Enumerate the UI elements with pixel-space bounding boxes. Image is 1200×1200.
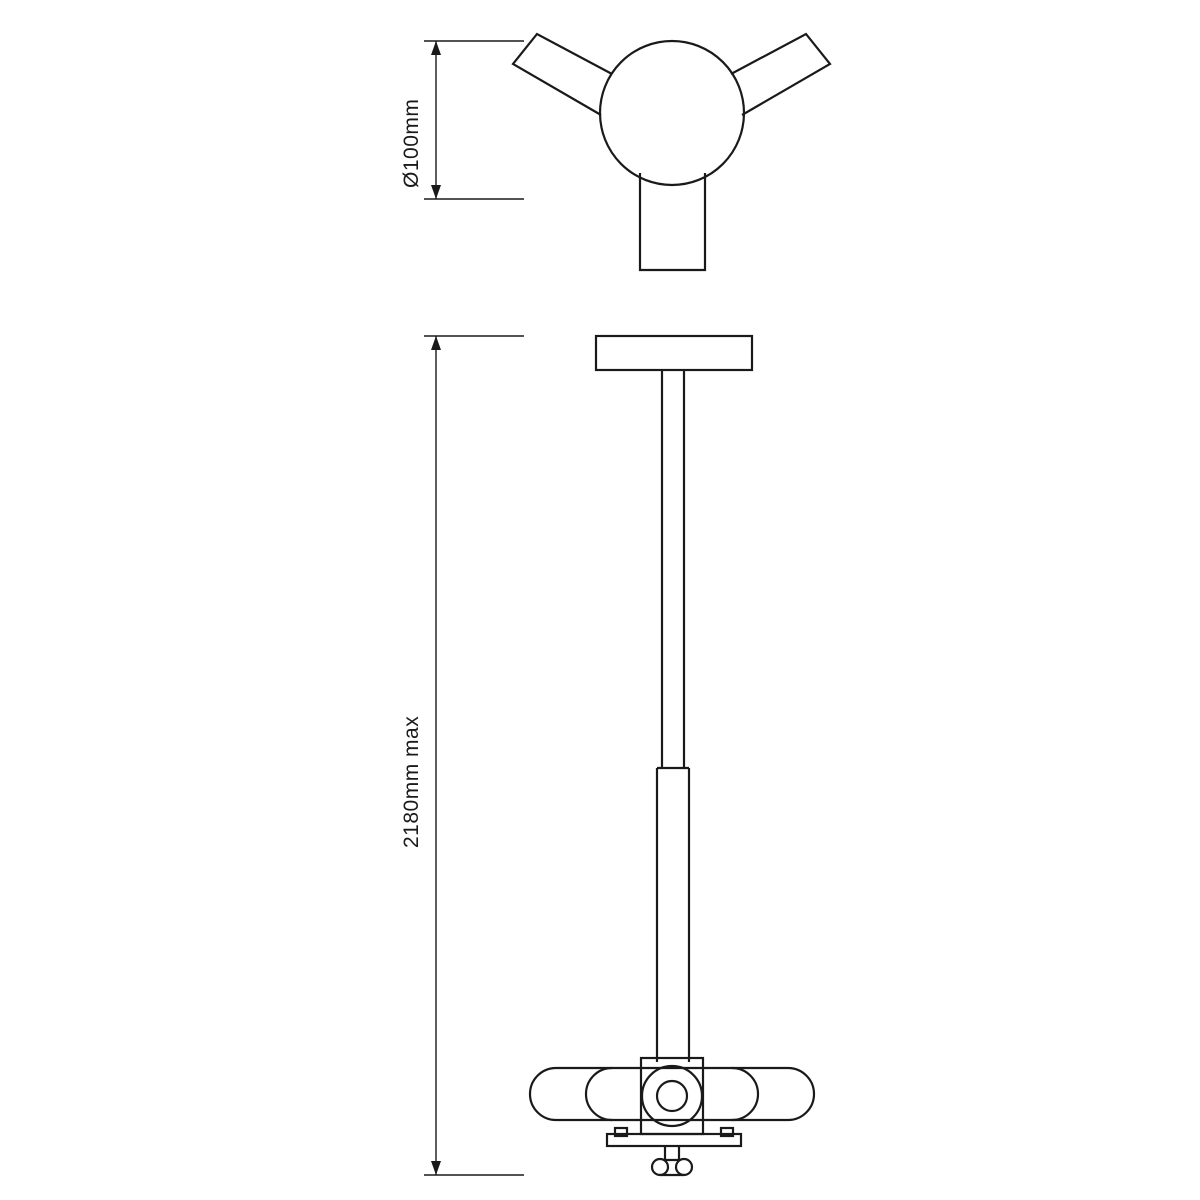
dimension-label-diameter: Ø100mm bbox=[400, 98, 423, 188]
hub-arm-right bbox=[731, 34, 830, 115]
base-crossbar bbox=[607, 1128, 741, 1146]
dimension-label-height: 2180mm max bbox=[400, 715, 423, 848]
base-body bbox=[530, 1068, 814, 1120]
hub-arm-bottom bbox=[640, 173, 705, 270]
dimension-diameter bbox=[424, 41, 524, 199]
dimension-height bbox=[424, 336, 524, 1175]
hub-circle bbox=[600, 41, 744, 185]
hub-arm-left bbox=[513, 34, 612, 115]
top-plate bbox=[596, 336, 752, 370]
base-hub bbox=[641, 1058, 703, 1134]
pole-telescope-joint bbox=[657, 768, 689, 1062]
caster-wheel bbox=[652, 1146, 692, 1175]
pole-upper bbox=[662, 370, 684, 768]
